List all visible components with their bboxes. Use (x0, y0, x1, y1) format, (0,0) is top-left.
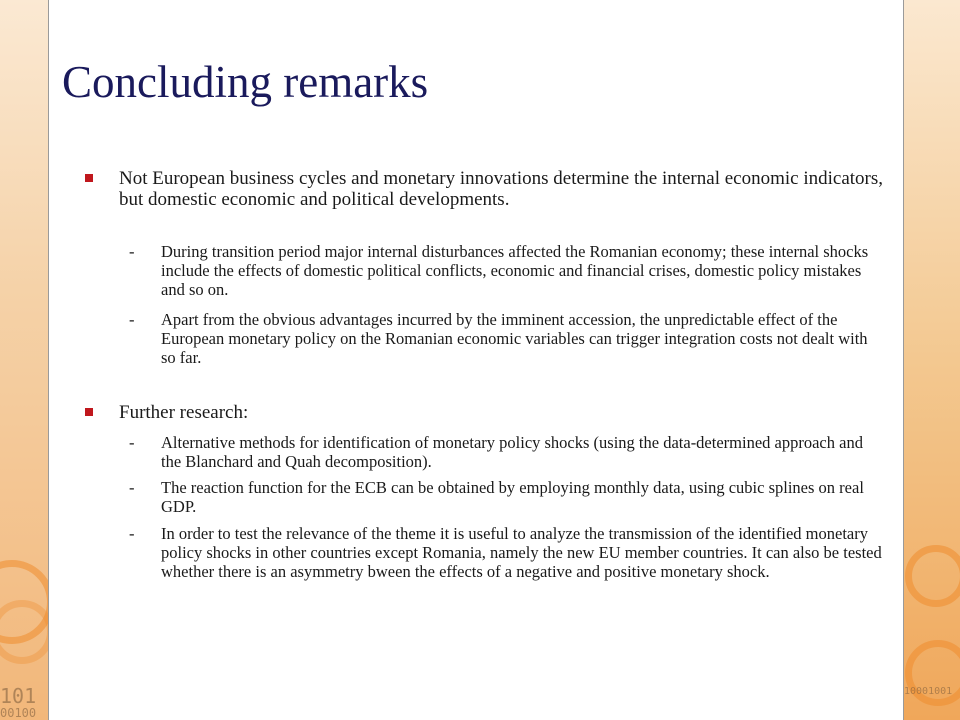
page-title: Concluding remarks (62, 57, 429, 107)
slide-content (48, 0, 904, 720)
sub-text: Alternative methods for identification of monetary policy shocks (using the data-determined approach and the Blanchard and Quah decomposition). (161, 433, 863, 471)
dash-marker: - (129, 524, 135, 543)
decorative-ring-icon (905, 545, 960, 607)
right-digits: 10001001 (904, 686, 953, 697)
bullet-square-icon (85, 408, 93, 416)
sub-text: Apart from the obvious advantages incurred by the imminent accession, the unpredictable effect of the European monetary policy on the Romanian economic variables can trigger integration costs not dealt with so far. (161, 310, 868, 367)
dash-marker: - (129, 310, 135, 329)
sub-text: In order to test the relevance of the theme it is useful to analyze the transmission of the identified monetary policy shocks in other countries except Romania, namely the new EU member countries. It can also be tested whether there is an asymmetry bween the effects of a negative and positive monetary shock. (161, 524, 882, 581)
left-digits-bottom: 00100 (0, 706, 37, 720)
bullet-text: Further research: (119, 402, 249, 423)
dash-marker: - (129, 478, 135, 497)
sub-text: During transition period major internal disturbances affected the Romanian economy; these internal shocks include the effects of domestic political conflicts, economic and financial crises, domestic policy mistakes and so on. (161, 242, 869, 299)
bullet-square-icon (85, 174, 93, 182)
dash-marker: - (129, 242, 135, 261)
left-digits-top: 101 (0, 684, 37, 708)
bullet-text: Not European business cycles and monetary innovations determine the internal economic indicators, but domestic economic and political developments. (119, 168, 883, 210)
right-background-strip (902, 0, 960, 720)
sub-text: The reaction function for the ECB can be obtained by employing monthly data, using cubic splines on real GDP. (161, 478, 864, 516)
dash-marker: - (129, 433, 135, 452)
